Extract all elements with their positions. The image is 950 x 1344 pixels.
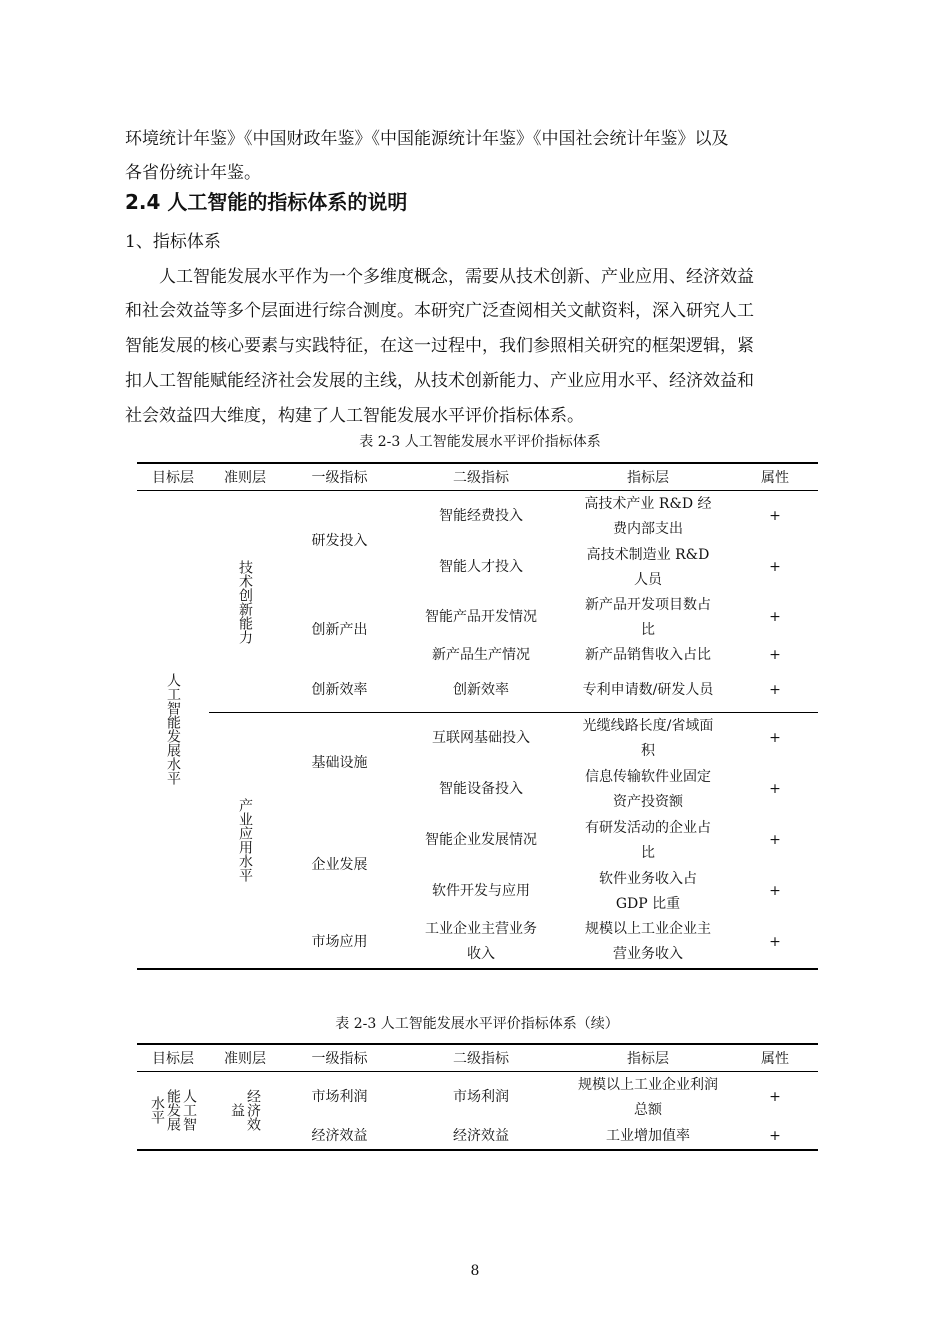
body-line: 社会效益四大维度，构建了人工智能发展水平评价指标体系。 <box>125 406 584 426</box>
column-header: 指标层 <box>564 463 732 491</box>
criteria-label: 经济效益 <box>229 1089 261 1132</box>
criteria-cell <box>209 1072 281 1150</box>
indicator-cell: 有研发活动的企业占比 <box>585 819 711 861</box>
level2-cell: 智能企业发展情况 <box>425 832 537 848</box>
column-header: 二级指标 <box>398 1044 564 1072</box>
table-caption: 表 2-3 人工智能发展水平评价指标体系 <box>359 434 601 450</box>
target-label: 人工智能发展水平 <box>149 1089 197 1132</box>
indicator-cell: 光缆线路长度/省域面积 <box>564 713 732 765</box>
level2-cell: 经济效益 <box>398 1124 564 1150</box>
indicator-cell: 新产品开发项目数占比 <box>585 596 711 638</box>
target-cell <box>137 1072 209 1150</box>
level2-cell: 智能人才投入 <box>439 559 523 575</box>
body-line: 智能发展的核心要素与实践特征，在这一过程中，我们参照相关研究的框架逻辑，紧 <box>125 336 754 356</box>
attr-cell: + <box>769 781 781 797</box>
paragraph-line: 各省份统计年鉴。 <box>125 163 261 183</box>
column-header: 准则层 <box>209 463 281 491</box>
attr-cell: + <box>769 883 781 899</box>
indicator-cell: 软件业务收入占 GDP 比重 <box>599 870 697 912</box>
attr-cell: + <box>769 609 781 625</box>
table-row <box>137 491 818 543</box>
section-heading: 2.4 人工智能的指标体系的说明 <box>125 190 408 214</box>
indicator-cell: 高技术产业 R&D 经费内部支出 <box>584 495 712 537</box>
attr-cell: + <box>769 647 781 663</box>
column-header: 目标层 <box>137 463 209 491</box>
body-line: 扣人工智能赋能经济社会发展的主线，从技术创新能力、产业应用水平、经济效益和 <box>125 371 754 391</box>
attr-cell: + <box>769 832 781 848</box>
attr-cell: + <box>769 508 781 525</box>
subheading: 1、指标体系 <box>125 232 221 252</box>
indicator-cell: 新产品销售收入占比 <box>585 647 711 663</box>
table-header-row <box>137 1044 818 1072</box>
indicator-table <box>137 462 818 970</box>
level2-cell: 智能经费投入 <box>439 508 523 525</box>
attr-cell: + <box>769 1089 781 1106</box>
column-header: 一级指标 <box>281 1044 398 1072</box>
indicator-table-continued <box>137 1043 818 1151</box>
column-header: 二级指标 <box>398 463 564 491</box>
level1-cell: 市场应用 <box>281 917 398 969</box>
indicator-cell: 信息传输软件业固定资产投资额 <box>585 768 711 810</box>
body-line: 和社会效益等多个层面进行综合测度。本研究广泛查阅相关文献资料，深入研究人工 <box>125 301 754 321</box>
level2-cell: 软件开发与应用 <box>432 883 530 899</box>
level1-cell: 创新产出 <box>311 622 368 638</box>
table-header-row <box>137 463 818 491</box>
attr-cell: + <box>732 713 818 765</box>
body-line: 人工智能发展水平作为一个多维度概念，需要从技术创新、产业应用、经济效益 <box>159 267 754 287</box>
indicator-cell: 专利申请数/研发人员 <box>582 681 714 698</box>
indicator-cell: 工业增加值率 <box>564 1124 732 1150</box>
level1-cell: 创新效率 <box>311 681 368 698</box>
table-caption-continued: 表 2-3 人工智能发展水平评价指标体系（续） <box>335 1016 619 1032</box>
column-header: 属性 <box>732 463 818 491</box>
criteria-label: 技术创新能力 <box>237 559 253 644</box>
level1-cell: 市场利润 <box>311 1089 368 1106</box>
indicator-cell: 高技术制造业 R&D 人员 <box>586 546 710 588</box>
indicator-cell: 规模以上工业企业主营业务收入 <box>564 917 732 969</box>
attr-cell: + <box>732 917 818 969</box>
level2-cell: 工业企业主营业务收入 <box>398 917 564 969</box>
criteria-cell <box>209 713 281 969</box>
attr-cell: + <box>769 681 781 698</box>
indicator-cell: 规模以上工业企业利润总额 <box>578 1076 718 1118</box>
target-cell <box>137 491 209 969</box>
level2-cell: 智能设备投入 <box>439 781 523 797</box>
level2-cell: 创新效率 <box>453 681 509 698</box>
page-number: 8 <box>470 1263 480 1279</box>
column-header: 准则层 <box>209 1044 281 1072</box>
criteria-label: 产业应用水平 <box>237 798 253 883</box>
attr-cell: + <box>732 1124 818 1150</box>
level1-cell: 研发投入 <box>311 533 368 550</box>
column-header: 属性 <box>732 1044 818 1072</box>
level2-cell: 新产品生产情况 <box>432 647 530 663</box>
table-row <box>137 713 818 765</box>
level2-cell: 互联网基础投入 <box>398 713 564 765</box>
column-header: 目标层 <box>137 1044 209 1072</box>
criteria-cell <box>209 491 281 713</box>
table-row <box>137 1072 818 1124</box>
level2-cell: 智能产品开发情况 <box>425 609 537 625</box>
level1-cell: 企业发展 <box>311 857 368 873</box>
paragraph-line: 环境统计年鉴》《中国财政年鉴》《中国能源统计年鉴》《中国社会统计年鉴》以及 <box>125 129 729 149</box>
column-header: 一级指标 <box>281 463 398 491</box>
column-header: 指标层 <box>564 1044 732 1072</box>
level1-cell: 基础设施 <box>281 713 398 815</box>
level2-cell: 市场利润 <box>453 1089 509 1106</box>
target-label: 人工智能发展水平 <box>165 673 181 786</box>
level1-cell: 经济效益 <box>281 1124 398 1150</box>
attr-cell: + <box>769 559 781 575</box>
